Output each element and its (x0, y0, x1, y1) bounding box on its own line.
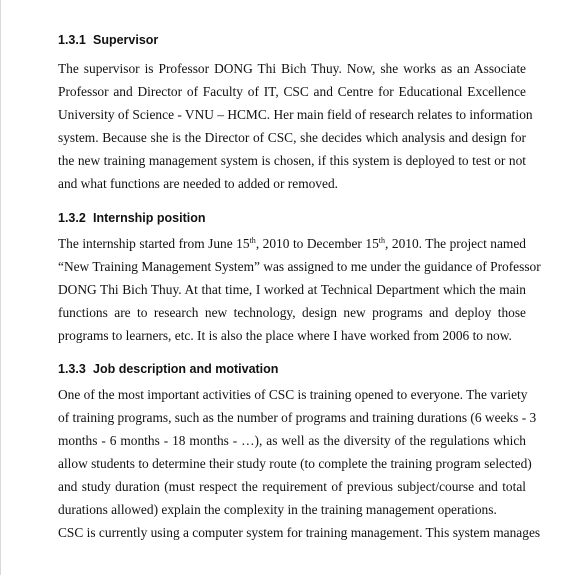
text-fragment: , 2010 to December 15 (255, 236, 379, 251)
text-line: the new training management system is chosen, if this system is deployed to test or not (58, 153, 526, 168)
text-line: system. Because she is the Director of CSC, she decides which analysis and design for (58, 130, 526, 145)
text-line: One of the most important activities of CSC is training opened to everyone. The variety (58, 387, 528, 402)
section-number: 1.3.1 (58, 33, 86, 47)
text-line (58, 232, 526, 255)
text-line: DONG Thi Bich Thuy. At that time, I worked at Technical Department which the main (58, 282, 526, 297)
text-line: and study duration (must respect the requirement of previous subject/course and total (58, 479, 526, 494)
text-line: months - 6 months - 18 months - …), as well as the diversity of the regulations which (58, 433, 526, 448)
superscript: th (378, 236, 386, 245)
superscript: th (249, 236, 256, 245)
section-heading-internship-position (58, 211, 206, 225)
text-fragment: , 2010. The project named (385, 236, 526, 251)
text-line: CSC is currently using a computer system for training management. This system manages (58, 525, 541, 540)
section-title: Job description and motivation (93, 362, 279, 376)
text-line: durations allowed) explain the complexity in the training management operations. (58, 502, 497, 517)
text-line: of training programs, such as the number of programs and training durations (6 weeks - 3 (58, 410, 537, 425)
section-title: Supervisor (93, 33, 159, 47)
section-number: 1.3.3 (58, 362, 86, 376)
paragraph-internship-position (58, 232, 541, 347)
section-title: Internship position (93, 211, 206, 225)
text-line: allow students to determine their study route (to complete the training program selected) (58, 456, 532, 471)
section-number: 1.3.2 (58, 211, 86, 225)
section-heading-job-description (58, 362, 278, 376)
text-line: Professor and Director of Faculty of IT, CSC and Centre for Educational Excellence (58, 84, 526, 99)
text-line: University of Science - VNU – HCMC. Her main field of research relates to information (58, 107, 533, 122)
text-line: The supervisor is Professor DONG Thi Bich Thuy. Now, she works as an Associate (58, 61, 526, 76)
text-line: “New Training Management System” was assigned to me under the guidance of Professor (58, 259, 541, 274)
text-line: programs to learners, etc. It is also the place where I have worked from 2006 to now. (58, 328, 512, 343)
paragraph-supervisor (58, 57, 533, 195)
text-line: functions are to research new technology, design new programs and deploy those (58, 305, 526, 320)
paragraph-job-description (58, 383, 541, 544)
text-fragment: The internship started from June 15 (58, 236, 250, 251)
text-line: and what functions are needed to added or removed. (58, 176, 338, 191)
section-heading-supervisor (58, 33, 158, 47)
